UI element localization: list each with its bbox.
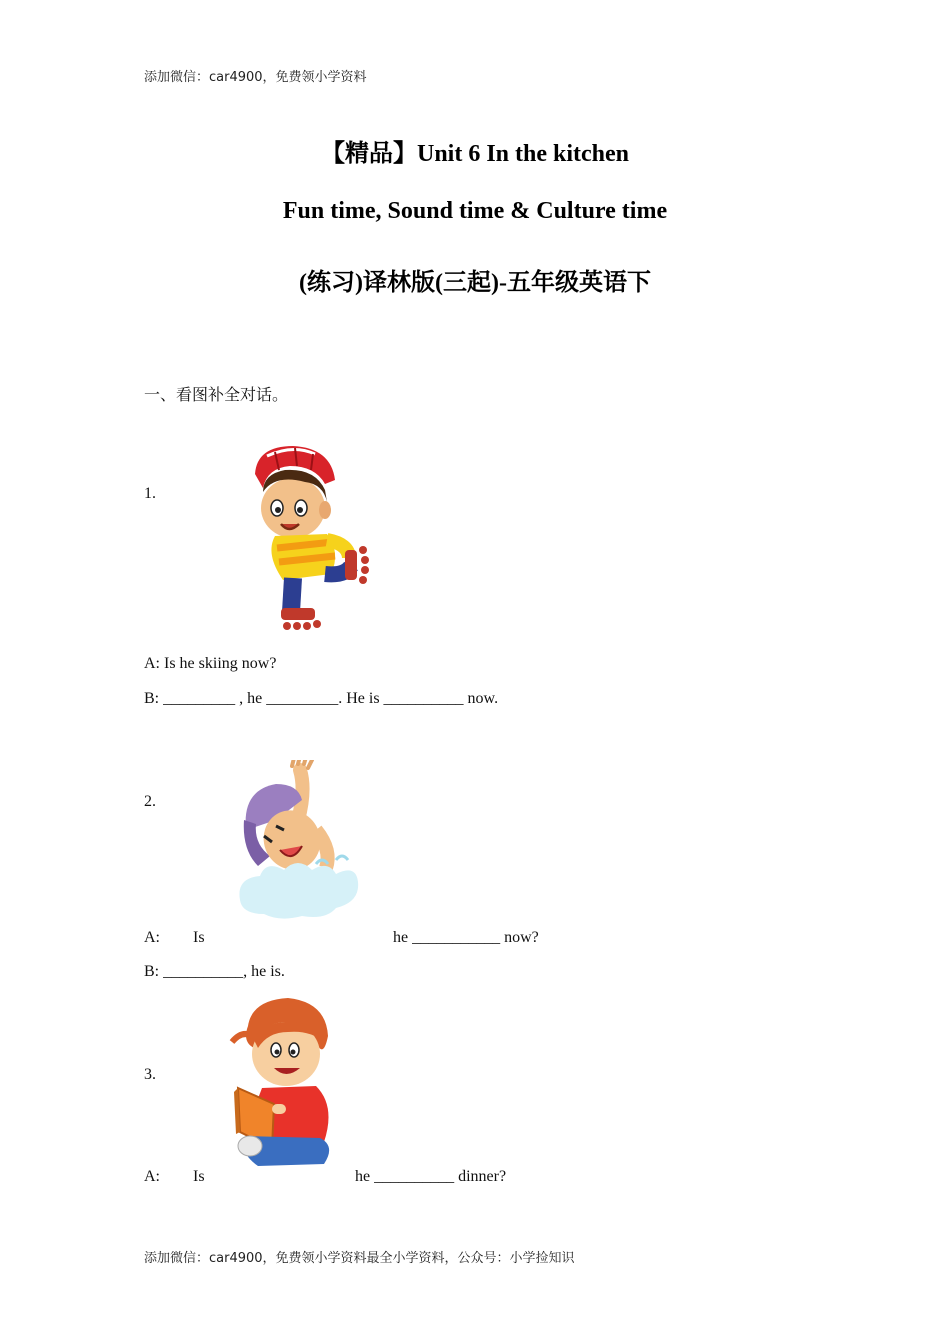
question-3-line-a-rest: he __________ dinner? [355, 1168, 507, 1185]
boy-swimming-icon [236, 760, 361, 922]
page-subtitle-2: (练习)译林版(三起)-五年级英语下 [299, 270, 651, 296]
boy-roller-skating-icon [245, 444, 375, 639]
footer-note: 添加微信：car4900，免费领小学资料最全小学资料，公众号：小学捡知识 [144, 1251, 575, 1266]
header-note: 添加微信：car4900，免费领小学资料 [144, 70, 367, 85]
page-subtitle: Fun time, Sound time & Culture time [282, 198, 668, 224]
question-1-number: 1. [144, 485, 156, 502]
question-2-line-a-is: Is [193, 929, 205, 946]
page-title: 【精品】Unit 6 In the kitchen [320, 141, 630, 167]
question-2-line-a-speaker: A: [144, 929, 160, 946]
question-3-line-a-is: Is [193, 1168, 205, 1185]
question-2-line-b: B: __________, he is. [144, 963, 285, 980]
question-1-line-a: A: Is he skiing now? [144, 655, 277, 672]
question-3-line-a-speaker: A: [144, 1168, 160, 1185]
boy-reading-book-icon [228, 996, 340, 1172]
question-3-number: 3. [144, 1066, 156, 1083]
section-heading: 一、看图补全对话。 [144, 385, 289, 404]
question-2-number: 2. [144, 793, 156, 810]
question-2-line-a-rest: he ___________ now? [393, 929, 539, 946]
question-1-line-b: B: _________ , he _________. He is __________ now. [144, 690, 499, 707]
